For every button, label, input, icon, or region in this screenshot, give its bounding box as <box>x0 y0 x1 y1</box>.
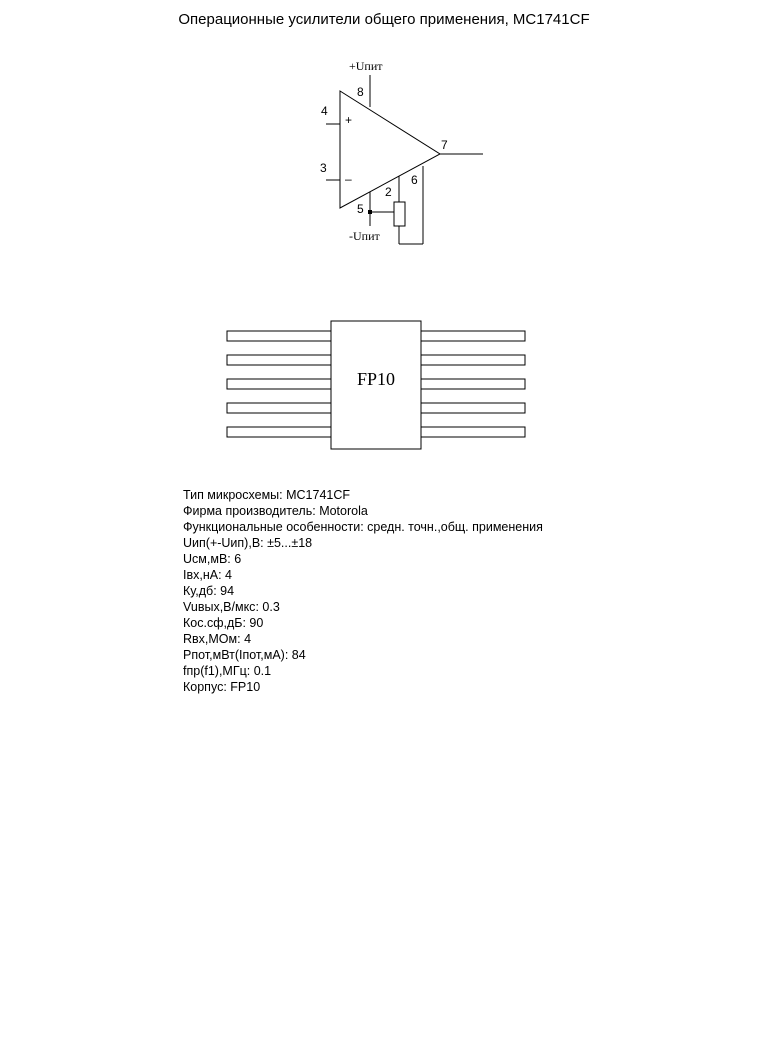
package-lead <box>421 355 525 365</box>
param-label: Корпус <box>183 680 224 694</box>
param-value: средн. точн.,общ. применения <box>367 520 543 534</box>
page-title: Операционные усилители общего применения, MC1741CF <box>178 11 590 28</box>
minus-sign: – <box>345 172 352 186</box>
package-lead <box>421 331 525 341</box>
param-label: Тип микросхемы <box>183 488 280 502</box>
param-value: 6 <box>234 552 242 566</box>
param-value: 94 <box>220 584 235 598</box>
pin-8-label: 8 <box>357 85 364 99</box>
param-value: 4 <box>225 568 232 582</box>
param-value: 4 <box>244 632 252 646</box>
param-value: ±5...±18 <box>267 536 313 550</box>
param-supply-voltage: Uип(+-Uип),В: ±5...±18 <box>183 536 313 550</box>
param-value: 0.3 <box>262 600 280 614</box>
package-lead <box>227 355 331 365</box>
supply-pos-label: +Uпит <box>349 59 383 73</box>
pin-7-label: 7 <box>441 138 448 152</box>
param-label: fпр(f1),МГц <box>183 664 247 678</box>
param-features: Функциональные особенности: средн. точн.,общ. применения <box>183 520 543 534</box>
opamp-schematic <box>326 75 483 244</box>
package-lead <box>227 403 331 413</box>
parameter-list <box>183 487 743 695</box>
pin-2-label: 2 <box>385 185 392 199</box>
param-label: Фирма производитель <box>183 504 313 518</box>
param-gain: Ку,дб: 94 <box>183 584 235 598</box>
pin-6-label: 6 <box>411 173 418 187</box>
param-slew-rate: Vuвых,В/мкс: 0.3 <box>183 600 280 614</box>
param-label: Rвх,МОм <box>183 632 238 646</box>
param-label: Функциональные особенности <box>183 520 361 534</box>
param-input-current: Iвх,нА: 4 <box>183 568 232 582</box>
param-input-resistance: Rвх,МОм: 4 <box>183 632 252 646</box>
param-offset-voltage: Uсм,мВ: 6 <box>183 552 242 566</box>
package-lead <box>421 427 525 437</box>
package-lead <box>421 379 525 389</box>
pin-3-label: 3 <box>320 161 327 175</box>
supply-neg-label: -Uпит <box>349 229 380 243</box>
param-label: Pпот,мВт(Iпот,мА) <box>183 648 285 662</box>
trim-resistor <box>394 202 405 226</box>
package-lead <box>227 427 331 437</box>
param-package: Корпус: FP10 <box>183 680 261 694</box>
package-lead <box>227 331 331 341</box>
pin-5-label: 5 <box>357 202 364 216</box>
param-label: Uип(+-Uип),В <box>183 536 261 550</box>
param-value: FP10 <box>230 680 261 694</box>
param-label: Iвх,нА <box>183 568 219 582</box>
param-value: 84 <box>291 648 306 662</box>
param-power: Pпот,мВт(Iпот,мА): 84 <box>183 648 306 662</box>
param-unity-gain-frequency: fпр(f1),МГц: 0.1 <box>183 664 272 678</box>
param-label: Кос.сф,дБ <box>183 616 243 630</box>
param-manufacturer: Фирма производитель: Motorola <box>183 504 368 518</box>
pin-4-label: 4 <box>321 104 328 118</box>
param-value: MC1741CF <box>286 488 351 502</box>
param-value: 90 <box>249 616 264 630</box>
param-label: Vuвых,В/мкс <box>183 600 256 614</box>
param-value: 0.1 <box>253 664 272 678</box>
package-lead <box>227 379 331 389</box>
package-lead <box>421 403 525 413</box>
param-label: Ку,дб <box>183 584 214 598</box>
param-value: Motorola <box>319 504 368 518</box>
param-chip-type: Тип микросхемы: MC1741CF <box>183 488 351 502</box>
param-cmrr: Кос.сф,дБ: 90 <box>183 616 264 630</box>
param-label: Uсм,мВ <box>183 552 228 566</box>
package-label: FP10 <box>356 369 396 389</box>
plus-sign: + <box>345 113 353 127</box>
junction-dot <box>368 210 372 214</box>
